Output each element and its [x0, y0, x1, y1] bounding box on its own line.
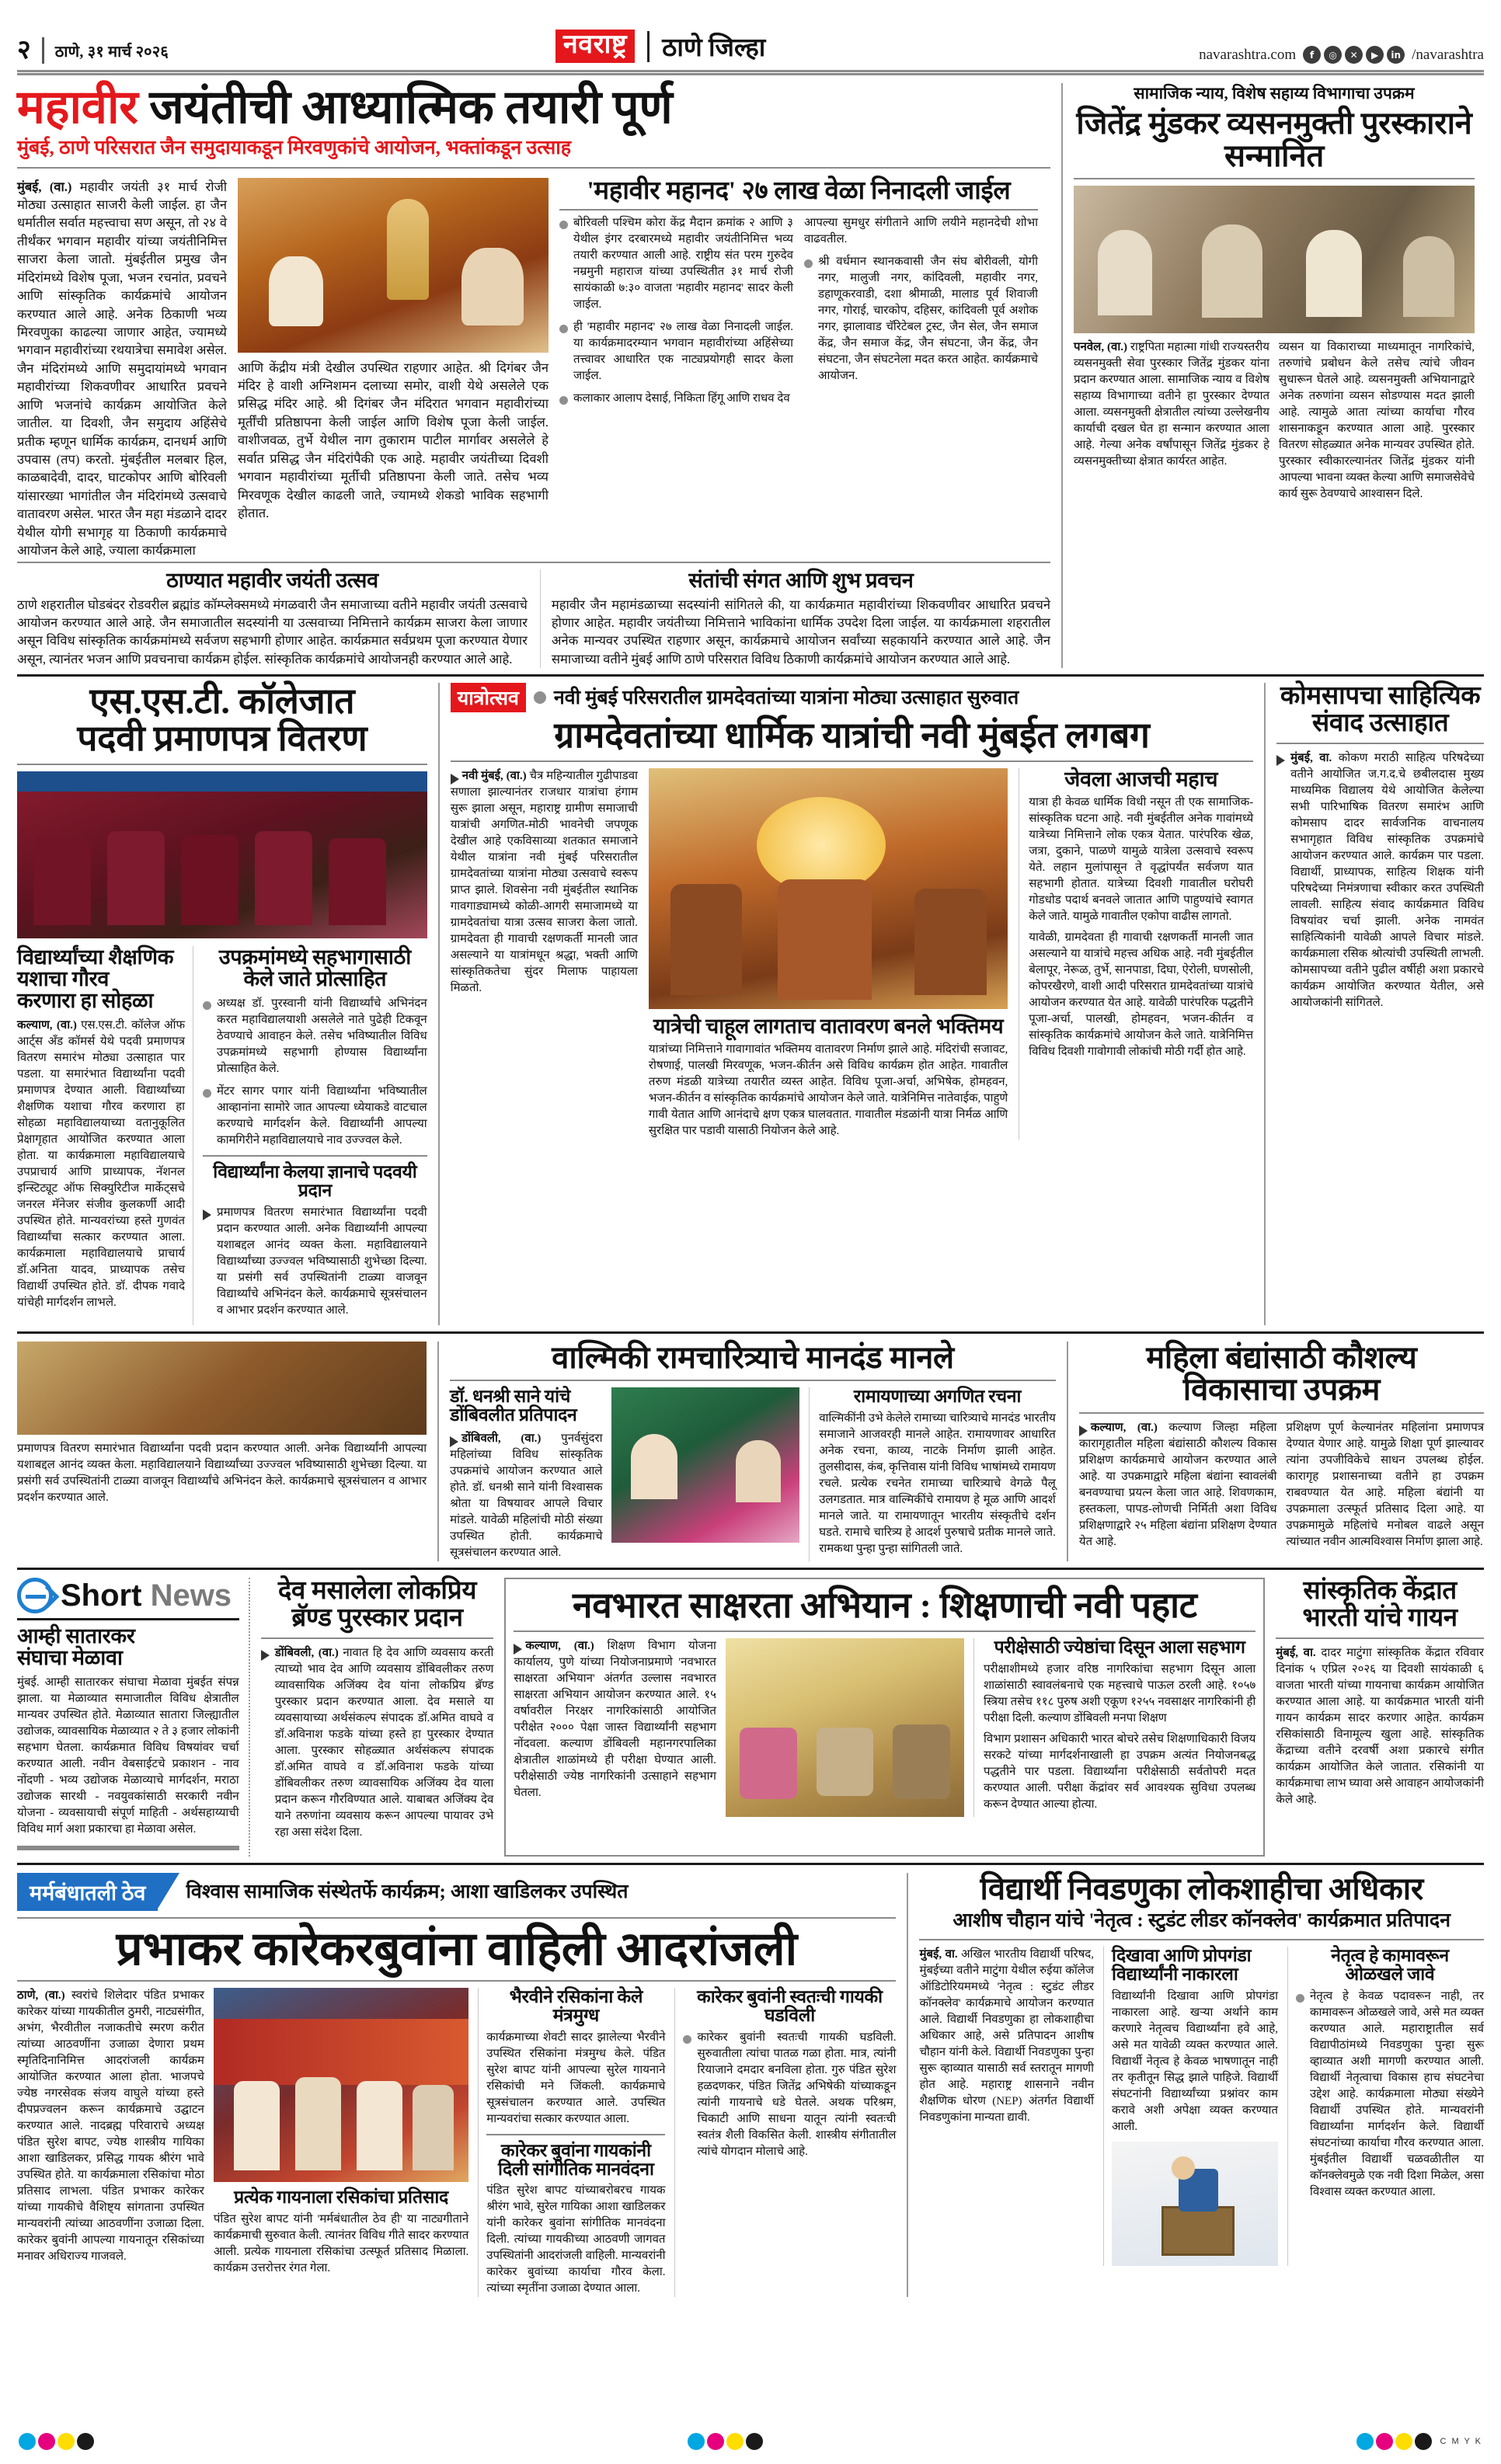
- lead-dateline: मुंबई, (वा.): [17, 179, 72, 194]
- x-twitter-icon[interactable]: ✕: [1345, 46, 1363, 64]
- election-mid-title-2: विद्यार्थ्यांनी नाकारला: [1112, 1965, 1238, 1985]
- article-mahavir-jayanti: [17, 83, 1050, 668]
- election-mid-title-1: दिखावा आणि प्रोपगंडा: [1112, 1946, 1252, 1966]
- lead-headline: [17, 83, 1050, 131]
- magenta-swatch: [707, 2433, 724, 2450]
- lead-col2-text: आणि केंद्रीय मंत्री देखील उपस्थित राहणार आहेत. श्री दिगंबर जैन मंदिर हे वाशी अग्निशमन दलाच्या समोर, वाशी येथे असलेले एक प्रसिद्ध मंदिर आहे. श्री दिगंबर जैन मंदिरात भगवान महावीरांच्या मूर्तींची प्रतिष्ठापना केली जाईल आणि विशेष पूजा केली जाईल. वाशीजवळ, तुर्भे येथील नाग तुकाराम पाटील मार्गावर असलेले हे सर्वात प्रसिद्ध जैन मंदिरांपैकी एक आहे. महावीर जयंतीच्या दिवशी भगवान महावीरांच्या मूर्तीची प्रतिष्ठापना केली जाते. तसेच भव्य मिरवणूक देखील काढली जाते, ज्यामध्ये शेकडो भाविक सहभागी होतात.: [238, 360, 549, 521]
- ballot-box-illustration: [1112, 2142, 1278, 2266]
- triangle-bullet-icon: [451, 774, 459, 785]
- logo-separator: [647, 31, 650, 62]
- mahila-col1: कल्याण जिल्हा महिला कारागृहातील महिला बंद्यांसाठी कौशल्य विकास प्रशिक्षण कार्यक्रमाचे आयोजन करण्यात आले आहे. या उपक्रमाद्वारे महिला बंद्यांना स्वावलंबी बनवण्याचा प्रयत्न केला जात आहे. शिवणकाम, हस्तकला, पापड-लोणची निर्मिती अशा विविध प्रशिक्षणाद्वारे २५ महिला बंद्यांना प्रशिक्षण देण्यात येत आहे.: [1078, 1422, 1277, 1549]
- graduation-group-photo: [17, 771, 427, 938]
- masthead-right: [1199, 46, 1484, 64]
- memorial-box4-title: कारेकर बुवांनी स्वतःची गायकी घडविली: [697, 1986, 883, 2025]
- masthead-divider: [42, 37, 44, 64]
- memorial-event-photo: [214, 1988, 468, 2182]
- memorial-headline: प्रभाकर कारेकरबुवांना वाहिली आदरांजली: [116, 1923, 797, 1975]
- literacy-col1: शिक्षण विभाग योजना कार्यालय, पुणे यांच्या नियोजनाप्रमाणे 'नवभारत साक्षरता अभियान' अंतर्गत उल्लास नवभारत साक्षरता अभियान आयोजन करण्यात आले. १५ वर्षावरील निरक्षर नागरिकांसाठी आयोजित परीक्षेत २००० पेक्षा जास्त विद्यार्थ्यांनी सहभाग नोंदवला. कल्याण डोंबिवली महानगरपालिका क्षेत्रातील शाळांमध्ये ही परीक्षा घेण्यात आली. परीक्षेसाठी ज्येष्ठ नागरिकांनी उत्साहाने सहभाग घेतला.: [514, 1640, 716, 1800]
- triangle-bullet-icon: [450, 1436, 458, 1447]
- komsap-headline-2: संवाद उत्साहात: [1311, 708, 1449, 737]
- instagram-icon[interactable]: ◎: [1324, 46, 1342, 64]
- sst-subhead-2: यशाचा गौरव: [17, 967, 110, 990]
- list-item: श्री वर्धमान स्थानकवासी जैन संघ बोरीवली, योगी नगर, मालुजी नगर, कांदिवली, महावीर नगर, डहाणूकरवाडी, दशा श्रीमाळी, मालाड पूर्व शिवाजी नगर, गोराई, चारकोप, दहिसर, कांदिवली पूर्व अशोक नगर, झालावाड चॅरिटेबल ट्रस्ट, जैन सेल, जैन समाज केंद्र, जैन समाज केंद्र, जैन संघटना, जैन केंद्र, जैन संघटना, जैन संघटनेला मदत करत आहेत. कार्यक्रमाचे आयोजन.: [804, 254, 1038, 385]
- bullet-dot-icon: [1296, 1994, 1304, 2003]
- black-swatch: [77, 2433, 94, 2450]
- bullet-dot-icon: [203, 1001, 211, 1010]
- sst-body: एस.एस.टी. कॉलेज ऑफ आर्ट्स अँड कॉमर्स येथे पदवी प्रमाणपत्र वितरण समारंभ मोठ्या उत्साहात पार पडला. या समारंभात विद्यार्थ्यांना पदवी प्रमाणपत्र देण्यात आली. विद्यार्थ्यांच्या शैक्षणिक यशाचा गौरव करणारा हा सोहळा महाविद्यालयाच्या वतानुकूलित प्रेक्षागृहात आयोजित करण्यात आला होता. या कार्यक्रमाला महाविद्यालयाचे उपप्राचार्य आणि प्राध्यापक, नॅशनल इन्स्टिट्यूट ऑफ सिक्युरिटीज मार्केट्सचे जनरल मॅनेजर संजीव कुलकर्णी आदी उपस्थित होते. मान्यवरांच्या हस्ते गुणवंत विद्यार्थ्यांचा सत्कार करण्यात आला. कार्यक्रमाला महाविद्यालयाचे प्राचार्य डॉ.अनिता यादव, प्राध्यापक तसेच विद्यार्थी उपस्थित होते. डॉ. दीपक गवादे यांचेही मार्गदर्शन लाभले.: [17, 1019, 186, 1310]
- marmbandhatli-thev-tag: मर्मबंधातली ठेव: [17, 1873, 158, 1911]
- award-ceremony-photo: [1074, 186, 1475, 333]
- election-dateline: मुंबई, वा.: [919, 1948, 958, 1961]
- lead-col2: [238, 178, 549, 560]
- lead-box-title: 'महावीर महानद' २७ लाख वेळा निनादली जाईल: [587, 176, 1011, 205]
- triangle-bullet-icon: [514, 1644, 522, 1655]
- yellow-swatch: [726, 2433, 744, 2450]
- mahila-headline-2: विकासाचा उपक्रम: [1182, 1372, 1381, 1408]
- sanskrutik-dateline: मुंबई, वा.: [1276, 1646, 1316, 1659]
- valmiki-mid-title: रामायणाच्या अगणित रचना: [853, 1387, 1022, 1407]
- masthead: [17, 11, 1484, 67]
- election-right-title-2: ओळखले जावे: [1345, 1965, 1435, 1985]
- literacy-dateline: कल्याण, (वा.): [525, 1640, 594, 1653]
- arrow-circle-icon: [17, 1578, 53, 1613]
- bullet-dot-icon: [534, 691, 546, 704]
- cyan-swatch: [1356, 2433, 1374, 2450]
- sst-dateline: कल्याण, (वा.): [17, 1019, 77, 1032]
- memorial-box2-body: पंडित सुरेश बापट यांनी 'मर्मबंधातील ठेव ही' या नाट्यगीताने कार्यक्रमाची सुरुवात केली. त्यानंतर विविध गीते सादर करण्यात आली. प्रत्येक गायनाला रसिकांचा उत्स्फूर्त प्रतिसाद मिळाला. कार्यक्रम उत्तरोत्तर रंगत गेला.: [213, 2212, 469, 2274]
- devmasala-dateline: डोंबिवली, (वा.): [274, 1646, 339, 1659]
- sub1-body: ठाणे शहरातील घोडबंदर रोडवरील ब्रह्मांड कॉम्प्लेक्समध्ये मंगळवारी जैन समाजाच्या वतीने महावीर जयंती उत्सवाचे आयोजन करण्यात आले आहे. जैन समाजातील सदस्यांनी या उत्सवाच्या निमित्ताने कार्यक्रम साजरा केला जाणार असून विविध सांस्कृतिक कार्यक्रमांमध्ये सर्वजण सहभागी होणार आहेत. कार्यक्रमात सर्वप्रथम पूजा करण्यात येणार असून, त्यानंतर भजन आणि प्रवचनाचा कार्यक्रम होईल. सांस्कृतिक कार्यक्रमांचे आयोजनही करण्यात आले आहे.: [17, 597, 528, 666]
- valmiki-col1: पुनर्वसुंदरा महिलांच्या विविध सांस्कृतिक उपक्रमांचे आयोजन करण्यात आले होते. डॉ. धनश्री साने यांनी विश्वासक श्रोता या विषयावर आपले विचार मांडले. यावेळी महिलांची मोठी संख्या उपस्थित होती. कार्यक्रमाचे सूत्रसंचालन करण्यात आले.: [450, 1432, 603, 1560]
- sanskrutik-headline-2: भारती यांचे गायन: [1302, 1603, 1457, 1632]
- article-yatra: [438, 683, 1266, 1325]
- yatra-col2: यावेळी, ग्रामदेवता ही गावाची रक्षणकर्ती मानली जात असल्याने या यात्रांचे महत्त्व अधिक आहे. नवी मुंबईतील बेलापूर, नेरूळ, तुर्भे, सानपाडा, दिघा, ऐरोली, घणसोली, कोपरखैरणे, वाशी आदी परिसरात ग्रामदेवतांच्या यात्रांचे आयोजन करण्यात येत आहे. यावेळी पारंपरिक पद्धतीने पूजा-अर्चा, पालखी, होमहवन, भजन-कीर्तन व सांस्कृतिक कार्यक्रमांचे आयोजन केले जाते. यात्रेनिमित्त विविध दिवशी गावोगावी लोकांची मोठी गर्दी होत आहे.: [1029, 931, 1254, 1059]
- mahavir-idol-photo: [238, 178, 549, 353]
- sst-headline-line2: पदवी प्रमाणपत्र वितरण: [77, 719, 367, 759]
- list-item: बोरिवली पश्चिम कोरा केंद्र मैदान क्रमांक २ आणि ३ येथील इंगर दरबारमध्ये महावीर जयंतीनिमित्त भव्य तयारी करण्यात आली आहे. राष्ट्रीय संत परम गुरुदेव नम्रमुनी महाराज यांच्या उपस्थितीत ३१ मार्च रोजी सायंकाळी ७:३० वाजता 'महावीर महानद' सादर केली जाईल.: [559, 215, 793, 313]
- yellow-swatch: [57, 2433, 75, 2450]
- article-mahila: [1067, 1339, 1484, 1561]
- bullet-dot-icon: [559, 221, 568, 229]
- lead-box: [559, 178, 1038, 560]
- website-url[interactable]: navarashtra.com: [1199, 46, 1297, 63]
- list-item: अध्यक्ष डॉ. पुरस्वानी यांनी विद्यार्थ्यांचे अभिनंदन करत महाविद्यालयाशी असलेले नाते पुढेही टिकवून ठेवण्याचे आवाहन केले. तसेच भविष्यातील विविध उपक्रमांमध्ये सहभागी होण्यास विद्यार्थ्यांना प्रोत्साहित केले.: [203, 996, 427, 1077]
- lead-box-col-right: [804, 215, 1038, 413]
- subarticle-thane-utsav: [17, 569, 528, 669]
- sub2-title: संतांची संगत आणि शुभ प्रवचन: [688, 568, 914, 592]
- dateline-edition: ठाणे, ३१ मार्च २०२६: [54, 43, 169, 61]
- memorial-box3-body: पंडित सुरेश बापट यांच्याबरोबरच गायक श्रीरंग भावे, सुरेल गायिका आशा खाडिलकर यांनी कारेकर बुवांना सांगीतिक मानवंदना दिली. त्यांच्या गायकीच्या आठवणी जागवत उपस्थितांनी आदरांजली वाहिली. मान्यवरांनी कारेकर बुवांच्या कार्याचा गौरव केला. त्यांच्या स्मृतींना उजाळा देण्यात आला.: [486, 2184, 666, 2295]
- linkedin-icon[interactable]: in: [1387, 46, 1405, 64]
- valmiki-dateline: डोंबिवली, (वा.): [461, 1432, 542, 1446]
- magenta-swatch: [1376, 2433, 1393, 2450]
- election-right-title-1: नेतृत्व हे कामावरून: [1331, 1946, 1449, 1966]
- lead-col1-text: महावीर जयंती ३१ मार्च रोजी मोठ्या उत्साहात साजरी केली जाईल. हा जैन धर्मातील सर्वात महत्त्वाचा सण असून, तो २४ वे तीर्थंकर भगवान महावीर यांच्या जयंतीनिमित्त साजरा केला जातो. मुंबईतील प्रमुख जैन मंदिरांमध्ये विशेष पूजा, भजन रचनांत, प्रवचने आणि सांस्कृतिक कार्यक्रमांचे आयोजन करण्यात आले आहे. अनेक ठिकाणी भव्य मिरवणुका काढल्या जाणार आहेत, ज्यामध्ये भगवान महावीरांच्या रथयात्रेचा समावेश असेल. जैन मंदिरांमध्ये आणि समुदायांमध्ये भगवान महावीरांच्या शिकवणीवर आधारित प्रवचने आणि भजनांचे कार्यक्रम आयोजित केले जातील. या दिवशी, जैन समुदाय अहिंसेचे प्रतीक म्हणून धार्मिक कार्यक्रम, दानधर्म आणि उपवास (तप) करतो. मुंबईतील मलबार हिल, काळबादेवी, दादर, घाटकोपर आणि बोरिवली यांसारख्या भागांतील जैन मंदिरांमध्ये उत्सवाचे वातावरण असेल. भारत जैन महा मंडळाने दादर येथील योगी सभागृह या ठिकाणी कार्यक्रमाचे आयोजन केले आहे, ज्याला कार्यक्रमाला: [17, 179, 228, 559]
- section3-filler-text: प्रमाणपत्र वितरण समारंभात विद्यार्थ्यांना पदवी प्रदान करण्यात आली. अनेक विद्यार्थ्यांनी आपल्या यशाबद्दल आनंद व्यक्त केला. महाविद्यालयाने विद्यार्थ्यांच्या उज्ज्वल भविष्यासाठी शुभेच्छा दिल्या. या प्रसंगी सर्व उपस्थितांनी टाळ्या वाजवून विद्यार्थ्यांचे अभिनंदन केले. कार्यक्रमाचे सूत्रसंचालन व आभार प्रदर्शन करण्यात आले.: [17, 1442, 427, 1504]
- mahila-dateline: कल्याण, (वा.): [1090, 1422, 1158, 1435]
- triangle-bullet-icon: [261, 1650, 270, 1661]
- yatra-col1: नवी मुंबई, (वा.) चैत्र महिन्यातील गुढीपाडवा सणाला झाल्यानंतर राजधार यात्रांचा हंगाम सुरू झाला असून, महाराष्ट्र ग्रामीण समाजाची यात्रांची अगणित-मोठी भावनेची जपणूक देखील आहे एकविसाव्या शतकात समाजाने येथील यात्रांना नवी मुंबई परिसरातील ग्रामदेवतांच्या यात्रांना मोठ्या उत्सवाचे स्वरूप प्राप्त झाले. शिवसेना नवी मुंबईतील स्थानिक गावगाड्यामध्ये कोळी-आगरी समाजामध्ये या ग्रामदेवतांचा यात्रा उत्सव साजरा केला जातो. ग्रामदेवता ही गावाची रक्षणकर्ती मानली जात असल्याने या यात्रांमधून श्रद्धा, भक्ती आणि सांस्कृतिकतेचा सुंदर मिलाफ पाहायला मिळतो.: [450, 770, 638, 995]
- swatch-group-left: [19, 2433, 94, 2450]
- literacy-col3: विभाग प्रशासन अधिकारी भारत बोचरे तसेच शिक्षणाधिकारी विजय सरकटे यांच्या मार्गदर्शनाखाली हा उपक्रम अत्यंत नियोजनबद्ध पद्धतीने पार पडला. विद्यार्थ्यांना परीक्षेसाठी सर्वतोपरी मदत करण्यात आली. परीक्षा केंद्रांवर सर्व आवश्यक सुविधा उपलब्ध करून देण्यात आल्या होत्या.: [984, 1733, 1256, 1811]
- lead-subhead: मुंबई, ठाणे परिसरात जैन समुदायाकडून मिरवणुकांचे आयोजन, भक्तांकडून उत्साह: [17, 137, 572, 159]
- youtube-icon[interactable]: ▶: [1366, 46, 1384, 64]
- swatch-group-right: [1356, 2433, 1432, 2450]
- bullet-dot-icon: [683, 2035, 691, 2044]
- award-kicker: सामाजिक न्याय, विशेष सहाय्य विभागाचा उपक्रम: [1134, 84, 1415, 103]
- award-headline: जितेंद्र मुंडकर व्यसनमुक्ती पुरस्काराने सन्मानित: [1076, 106, 1472, 173]
- election-right-body: नेतृत्व हे केवळ पदावरून नाही, तर कामावरून ओळखले जावे, असे मत व्यक्त करण्यात आले. महाराष्ट्रातील सर्व विद्यापीठांमध्ये निवडणुका पुन्हा सुरू व्हाव्यात अशी मागणी करण्यात आली. विद्यार्थी नेतृत्वाचा विकास हाच संघटनेचा उद्देश आहे. कार्यक्रमाला मोठ्या संख्येने विद्यार्थी उपस्थित होते. मान्यवरांनी विद्यार्थ्यांना मार्गदर्शन केले. विद्यार्थी संघटनांच्या कार्याचा गौरव करण्यात आला. मुंबईतील विद्यार्थी चळवळीतील या कॉनक्लेवमुळे एक नवी दिशा मिळेल, असा विश्वास व्यक्त करण्यात आला.: [1309, 1990, 1484, 2199]
- swatch-group-center: [688, 2433, 763, 2450]
- section3-spacer: [17, 1342, 427, 1561]
- sst-box2-title: विद्यार्थ्यांना केलया ज्ञानाचे पदवयी प्रदान: [213, 1162, 417, 1200]
- article-sanskrutik: [1276, 1578, 1484, 1857]
- literacy-mid-title: परीक्षेसाठी ज्येष्ठांचा दिसून आला सहभाग: [994, 1637, 1245, 1658]
- cmyk-label: C M Y K: [1440, 2437, 1482, 2446]
- literacy-headline: नवभारत साक्षरता अभियान : शिक्षणाची नवी पहाट: [573, 1585, 1197, 1626]
- magenta-swatch: [38, 2433, 55, 2450]
- literacy-mid-body: परीक्षाशीमध्ये हजार वरिष्ठ नागरिकांचा सहभाग दिसून आला शाळांसाठी स्वावलंबनाचे एक महत्त्वाचे पाऊल ठरली आहे. १०५७ स्त्रिया तसेच ११८ पुरुष अशी एकूण १२५५ नवसाक्षर नागरिकांनी ही परीक्षा दिली. कल्याण डोंबिवली मनपा शिक्षण: [984, 1663, 1256, 1725]
- mahila-col2: प्रशिक्षण पूर्ण केल्यानंतर महिलांना प्रमाणपत्र देण्यात येणार आहे. यामुळे शिक्षा पूर्ण झाल्यावर त्यांना उपजीविकेचे साधन उपलब्ध होईल. कारागृह प्रशासनाच्या वतीने हा उपक्रम राबवण्यात येत आहे. महिला बंद्यांनी या उपक्रमाला उत्स्फूर्त प्रतिसाद दिला आहे. या उपक्रमामुळे महिलांचे मनोबल वाढले असून त्यांच्यात नवीन आत्मविश्वास निर्माण झाला आहे.: [1286, 1422, 1484, 1549]
- sub1-title: ठाण्यात महावीर जयंती उत्सव: [166, 568, 378, 592]
- yatra-dateline: नवी मुंबई, (वा.): [461, 770, 527, 783]
- memorial-box4-body: कारेकर बुवांनी स्वतःची गायकी घडविली. सुरुवातीला त्यांचा पातळ गळा होता. मात्र, त्यांनी रियाजाने दमदार बनविला होता. गुरु पंडित सुरेश हळदणकर, पंडित जितेंद्र अभिषेकी यांच्याकडून त्यांनी गायनाचे धडे घेतले. अथक परिश्रम, चिकाटी आणि साधना यातून त्यांनी स्वतःची स्वतंत्र शैली विकसित केली. शास्त्रीय संगीतातील त्यांचे योगदान मोलाचे आहे.: [697, 2031, 897, 2158]
- article-memorial: [17, 1873, 896, 2297]
- election-mid-body: विद्यार्थ्यांनी दिखावा आणि प्रोपगंडा नाकारला आहे. खऱ्या अर्थाने काम करणारे नेतृत्वच विद्यार्थ्यांना हवे आहे, असे मत यावेळी व्यक्त करण्यात आले. विद्यार्थी नेतृत्व हे केवळ भाषणातून नाही तर कृतीतून सिद्ध झाले पाहिजे. विद्यार्थी संघटनांनी विद्यार्थ्यांच्या प्रश्नांवर काम करावे अशी अपेक्षा व्यक्त करण्यात आली.: [1112, 1990, 1278, 2134]
- article-award: [1061, 83, 1475, 668]
- memorial-box1-title: भैरवीने रसिकांना केले मंत्रमुग्ध: [509, 1986, 643, 2025]
- sanskrutik-body: दादर माटुंगा सांस्कृतिक केंद्रात रविवार दिनांक ५ एप्रिल २०२६ या दिवशी सायंकाळी ६ वाजता भारती यांच्या गायनाचा कार्यक्रम आयोजित करण्यात आला आहे. या कार्यक्रमात भारती यांनी गायन कार्यक्रम सादर करणार आहेत. कार्यक्रम रसिकांसाठी विनामूल्य खुला आहे. सांस्कृतिक केंद्राच्या वतीने दरवर्षी अशा प्रकारचे संगीत कार्यक्रम आयोजित केले जातात. रसिकांनी या कार्यक्रमाचा लाभ घ्यावा असे आवाहन आयोजकांनी केले आहे.: [1276, 1646, 1484, 1806]
- cyan-swatch: [19, 2433, 36, 2450]
- page-number: २: [17, 36, 31, 64]
- list-item: [1296, 1989, 1484, 2201]
- memorial-col1: स्वरांचे शिलेदार पंडित प्रभाकर कारेकर यांच्या गायकीतील ठुमरी, नाट्यसंगीत, अभंग, भैरवीतील नजाकतीचे स्मरण करीत त्यांच्या आठवणींना उजाळा देणारा प्रथम स्मृतिदिनानिमित्त आदरांजली कार्यक्रम आयोजित करण्यात आला होता. भाजपचे ज्येष्ठ नगरसेवक संजय वाघुले यांच्या हस्ते दीपप्रज्वलन करून कार्यक्रमाचे उद्घाटन करण्यात आले. नादब्रह्म परिवाराचे अध्यक्ष पंडित सुरेश बापट, ज्येष्ठ शास्त्रीय गायिका आशा खाडिलकर, प्रसिद्ध गायक श्रीरंग भावे उपस्थित होते. या कार्यक्रमाला रसिकांचा मोठा प्रतिसाद लाभला. पंडित प्रभाकर कारेकर यांच्या गायकीचे वैशिष्ट्य सांगताना उपस्थित मान्यवरांनी त्यांच्या आठवणींना उजाळा दिला. कारेकर बुवांनी आपल्या गायनातून रसिकांच्या मनावर अधिराज्य गाजवले.: [17, 1989, 204, 2263]
- devmasala-body: नावात हि देव आणि व्यवसाय करती त्याच्यो भाव देव आणि व्यवसाय डोंबिवलीकर तरुण व्यावसायिक अजिंक्य देव यांना लोकप्रिय ब्रॅण्ड पुरस्कार प्रदान करण्यात आला. देव मसाले या व्यवसायाच्या अर्थसंकल्प संपादक डॉ.अमित वाघवे व डॉ.अविनाश फडके यांच्या हस्ते हा पुरस्कार देण्यात आला. पुरस्कार सोहळ्यात अर्थसंकल्प संपादक डॉ.अमित वाघवे व डॉ.अविनाश फडके यांच्या डोंबिवलीकर तरुण व्यावसायिक अजिंक्य देव याला प्रदान करून गौरविण्यात आले. याबाबत अजिंक्य देव याने तरुणांना व्यवसाय करून आपल्या पायावर उभे रहा असा संदेश दिला.: [274, 1646, 494, 1839]
- bullet-dot-icon: [203, 1089, 211, 1098]
- valmiki-sub-2: डोंबिवलीत प्रतिपादन: [450, 1405, 577, 1425]
- short-news-header: [17, 1578, 239, 1613]
- memorial-box2-title: प्रत्येक गायनाला रसिकांचा प्रतिसाद: [234, 2187, 448, 2207]
- lead-col1: [17, 178, 227, 560]
- article-valmiki: [437, 1339, 1056, 1561]
- memorial-box1-body: कार्यक्रमाच्या शेवटी सादर झालेल्या भैरवीने उपस्थित रसिकांना मंत्रमुग्ध केले. पंडित सुरेश बापट यांनी आपल्या सुरेल गायनाने रसिकांची मने जिंकली. कार्यक्रमाचे सूत्रसंचालन करण्यात आले. उपस्थित मान्यवरांचा सत्कार करण्यात आला.: [486, 2031, 666, 2125]
- social-icons: [1303, 46, 1405, 64]
- lead-headline-red: महावीर: [17, 82, 138, 133]
- brand-logo: नवराष्ट्र: [555, 30, 635, 63]
- cyan-swatch: [688, 2433, 705, 2450]
- valmiki-sub-1: डॉ. धनश्री साने यांचे: [450, 1387, 571, 1407]
- yatra-procession-photo: [649, 768, 1008, 1009]
- masthead-logo: [555, 29, 766, 64]
- award-col1: पनवेल, (वा.) राष्ट्रपिता महात्मा गांधी राज्यस्तरीय व्यसनमुक्ती सेवा पुरस्कार जितेंद्र मुंडकर यांना प्रदान करण्यात आला. सामाजिक न्याय व विशेष सहाय्य विभागाच्या वतीने हा पुरस्कार देण्यात आला. व्यसनमुक्ती क्षेत्रातील त्यांच्या उल्लेखनीय कार्याची दखल घेत हा सन्मान करण्यात आला आहे. गेल्या अनेक वर्षांपासून जितेंद्र मुंडकर हे व्यसनमुक्तीच्या क्षेत्रात कार्यरत आहेत.: [1074, 341, 1269, 468]
- memorial-box3-title: कारेकर बुवांना गायकांनी दिली सांगीतिक मानवंदना: [498, 2140, 654, 2179]
- bullet-dot-icon: [559, 396, 568, 405]
- masthead-left: [17, 37, 169, 64]
- komsap-dateline: मुंबई, वा.: [1290, 751, 1332, 764]
- article-komsap: [1276, 683, 1484, 1325]
- award-dateline: पनवेल, (वा.): [1074, 341, 1127, 354]
- yatra-sub-title: जेवला आजची महाच: [1064, 767, 1218, 792]
- article-dev-masala: [261, 1578, 494, 1857]
- list-item: [683, 2030, 896, 2160]
- sst-subhead-3: करणारा हा सोहळा: [17, 989, 154, 1013]
- shortnews-item-title-2: संघाचा मेळावा: [17, 1646, 123, 1670]
- yatra-sub-body: यात्रा ही केवळ धार्मिक विधी नसून ती एक सामाजिक-सांस्कृतिक घटना आहे. नवी मुंबईतील अनेक गावांमध्ये यात्रेच्या निमित्ताने लोक एकत्र येतात. पारंपरिक खेळ, जत्रा, दुकाने, पाळणे यामुळे यात्रेला उत्सवाचे स्वरूप येते. लहान मुलांपासून ते वृद्धांपर्यंत सर्वजण यात सहभागी होतात. यात्रेच्या दिवशी गावातील घरोघरी गोडधोड पदार्थ बनवले जातात आणि पाहुण्यांचे स्वागत केले जाते. यामुळे गावातील एकोपा वाढीस लागतो.: [1029, 796, 1254, 924]
- yatrotsav-tag: यात्रोत्सव: [451, 683, 526, 712]
- devmasala-headline-2: ब्रॅण्ड पुरस्कार प्रदान: [291, 1603, 463, 1632]
- yatra-box-title: यात्रेची चाहूल लागताच वातावरण बनले भक्तिमय: [653, 1014, 1004, 1039]
- valmiki-headline: वाल्मिकी रामचारित्र्याचे मानदंड मानले: [552, 1339, 954, 1375]
- yellow-swatch: [1395, 2433, 1412, 2450]
- sanskrutik-headline-1: सांस्कृतिक केंद्रात: [1303, 1577, 1457, 1606]
- social-handle: /navarashtra: [1412, 46, 1484, 63]
- lead-headline-rest: जयंतीची आध्यात्मिक तयारी पूर्ण: [149, 82, 673, 133]
- devmasala-headline-1: देव मसालेला लोकप्रिय: [277, 1577, 477, 1606]
- sst-headline-line1: एस.एस.टी. कॉलेजात: [89, 681, 355, 722]
- triangle-bullet-icon: [203, 1209, 211, 1220]
- list-item: प्रमाणपत्र वितरण समारंभात विद्यार्थ्यांना पदवी प्रदान करण्यात आली. अनेक विद्यार्थ्यांनी आपल्या यशाबद्दल आनंद व्यक्त केला. महाविद्यालयाने विद्यार्थ्यांच्या उज्ज्वल भविष्यासाठी शुभेच्छा दिल्या. या प्रसंगी सर्व उपस्थितांनी टाळ्या वाजवून विद्यार्थ्यांचे अभिनंदन केले. कार्यक्रमाचे सूत्रसंचालन व आभार प्रदर्शन करण्यात आले.: [203, 1205, 427, 1319]
- valmiki-event-photo: [611, 1387, 799, 1543]
- literacy-exam-photo: [726, 1638, 964, 1817]
- list-item: [261, 1645, 494, 1841]
- yatra-secondary-photo: [17, 1342, 427, 1435]
- list-item: [1276, 750, 1484, 1011]
- election-kicker: आशीष चौहान यांचे 'नेतृत्व : स्टुडंट लीडर कॉनक्लेव' कार्यक्रमात प्रतिपादन: [952, 1910, 1451, 1932]
- section-lead: [17, 83, 1484, 668]
- list-item: ही 'महावीर महानद' २७ लाख वेळा निनादली जाईल. या कार्यक्रमादरम्यान भगवान महावीरांच्या अहिंसेच्या तत्त्वावर आधारित एक नाट्यप्रयोगही सादर केला जाईल.: [559, 319, 793, 385]
- triangle-bullet-icon: [1079, 1425, 1088, 1436]
- masthead-rule: [17, 70, 1484, 75]
- bullet-dot-icon: [559, 325, 568, 333]
- lead-col1-body: [17, 178, 227, 560]
- article-literacy: [504, 1578, 1265, 1857]
- short-news-block: [17, 1578, 250, 1857]
- election-col1: अखिल भारतीय विद्यार्थी परिषद, मुंबईच्या वतीने माटुंगा येथील रुईया कॉलेज ऑडिटोरियममध्ये 'नेतृत्व : स्टुडंट लीडर कॉनक्लेव' कार्यक्रमाचे आयोजन करण्यात आले. विद्यार्थी निवडणुका हा लोकशाहीचा अधिकार आहे, असे प्रतिपादन आशीष चौहान यांनी केले. विद्यार्थी निवडणुका पुन्हा सुरू व्हाव्यात यासाठी सर्व स्तरातून मागणी होत आहे. महाराष्ट्र शासनाने नवीन शैक्षणिक धोरण (NEP) अंतर्गत विद्यार्थी निवडणुकांना मान्यता द्यावी.: [919, 1948, 1095, 2125]
- shortnews-item-title-1: आम्ही सातारकर: [17, 1624, 135, 1648]
- memorial-dateline: ठाणे, (वा.): [17, 1989, 65, 2002]
- short-news-label-grey: News: [150, 1578, 232, 1613]
- sub2-body: महावीर जैन महामंडळाच्या सदस्यांनी सांगितले की, या कार्यक्रमात महावीरांच्या शिकवणीवर आधारित प्रवचने होणार आहेत. महावीर जयंतीच्या निमित्ताने भाविकांना धार्मिक उपदेश दिला जाईल. या कार्यक्रमाला शहरातील अनेक मान्यवर उपस्थित राहणार असून, कार्यक्रमाचे आयोजन सर्वांच्या सहकार्याने करण्यात आले आहे. जैन समाजाच्या वतीने मुंबई आणि ठाणे परिसरात विविध ठिकाणी कार्यक्रमांचे आयोजन करण्यात आले आहे.: [551, 597, 1050, 666]
- section-two: [17, 683, 1484, 1325]
- shortnews-item-body: मुंबई. आम्ही सातारकर संघाचा मेळावा मुंबईत संपन्न झाला. या मेळाव्यात समाजातील विविध क्षेत्रातील मान्यवर उपस्थित होते. मेळाव्यात सातारा जिल्ह्यातील उद्योजक, व्यावसायिक मेळाव्यात २ ते ३ हजार लोकांनी सहभाग घेतला. कार्यक्रमात विविध विषयांवर चर्चा करण्यात आली. नवीन वेबसाईटचे प्रकाशन - नाव नोंदणी - भव्य उद्योजक मेळाव्याचे मार्गदर्शन, मराठा उद्योजक सारथी - नवयुवकांसाठी सरकारी नवीन योजना - व्यवसायाची संपूर्ण माहिती - अर्थसहाय्याची विविध मार्ग अशा प्रकारचा हा मेळावा असेल.: [17, 1676, 239, 1836]
- yatra-headline: ग्रामदेवतांच्या धार्मिक यात्रांची नवी मुंबईत लगबग: [554, 715, 1150, 756]
- yatra-kicker: नवी मुंबई परिसरातील ग्रामदेवतांच्या यात्रांना मोठ्या उत्साहात सुरुवात: [553, 687, 1019, 708]
- sst-subhead-1: विद्यार्थ्यांच्या शैक्षणिक: [17, 945, 174, 969]
- yatra-box-body: यात्रांच्या निमित्ताने गावागावांत भक्तिमय वातावरण निर्माण झाले आहे. मंदिरांची सजावट, रोषणाई, पालखी मिरवणूक, भजन-कीर्तन असे विविध कार्यक्रम होत आहेत. गावातील तरुण मंडळी यात्रेच्या तयारीत व्यस्त आहेत. विविध पूजा-अर्चा, अभिषेक, होमहवन, भजन-कीर्तन व सांस्कृतिक कार्यक्रमांचे आयोजन केले जाते. यात्रेनिमित्त नातेवाईक, पाहुणे गावी येतात आणि आनंदाचे क्षण एकत्र घालवतात. गावातील मंडळांनी यात्रा निर्मळ आणि सुरक्षित पार पडावी यासाठी नियोजन केले आहे.: [648, 1043, 1008, 1138]
- section-four: [17, 1578, 1484, 1857]
- komsap-headline-1: कोमसापचा साहित्यिक: [1280, 682, 1481, 711]
- triangle-bullet-icon: [1276, 755, 1285, 766]
- bullet-dot-icon: [804, 259, 813, 268]
- facebook-icon[interactable]: f: [1303, 46, 1321, 64]
- subarticle-santanchi-sangat: [540, 569, 1050, 669]
- black-swatch: [746, 2433, 763, 2450]
- section-three: [17, 1339, 1484, 1561]
- color-registration-bar: [0, 2433, 1501, 2450]
- short-news-label-bold: Short: [61, 1578, 142, 1613]
- list-item: कलाकार आलाप देसाई, निकिता हिंगू आणि राधव देव: [559, 391, 793, 407]
- valmiki-mid-body: वाल्मिकींनी उभे केलेले रामाच्या चारित्र्याचे मानदंड भारतीय समाजाने आजवरही मानले आहेत. रामायणावर आधारित अनेक रचना, काव्य, नाटके निर्माण झाली आहेत. तुलसीदास, कंब, कृत्तिवास यांनी विविध भाषांमध्ये रामायण रचले. प्रत्येक रचनेत रामाच्या चारित्र्याचे वेगळे पैलू उलगडतात. मात्र वाल्मिकींचे रामायण हे मूळ आणि आदर्श मानले जाते. या रामायणातून भारतीय संस्कृतीचे दर्शन घडते. रामाचे चारित्र्य हे आदर्श पुरुषाचे प्रतीक मानले जाते. रामकथा पुन्हा पुन्हा सांगितली जाते.: [819, 1412, 1056, 1556]
- election-headline: विद्यार्थी निवडणुका लोकशाहीचा अधिकार: [980, 1871, 1423, 1907]
- article-student-election: [907, 1873, 1484, 2297]
- award-col2: व्यसन या विकाराच्या माध्यमातून नागरिकांचे, तरुणांचे प्रबोधन केले तसेच त्यांचे जीवन सुधारून घेतले आहे. व्यसनमुक्ती अभियानाद्वारे अनेक तरुणांना व्यसन सोडण्यास मदत झाली आहे. त्यामुळे आता त्यांच्या कार्याचा गौरव शासनाकडून करण्यात आला आहे. पुरस्कार वितरण सोहळ्यात अनेक मान्यवर उपस्थित होते. पुरस्कार स्वीकारल्यानंतर जितेंद्र मुंडकर यांनी आपल्या भावना व्यक्त केल्या आणि समाजसेवेचे कार्य सुरू ठेवण्याचे आश्वासन दिले.: [1279, 341, 1475, 501]
- lead-box-col-left: [559, 215, 793, 413]
- mahila-headline-1: महिला बंद्यांसाठी कौशल्य: [1146, 1339, 1417, 1375]
- list-item: मेंटर सागर पगार यांनी विद्यार्थ्यांना भविष्यातील आव्हानांना सामोरे जात आपल्या ध्येयाकडे वाटचाल करण्याचे मार्गदर्शन केले. विद्यार्थ्यांनी आपल्या कामगिरीने महाविद्यालयाचे नाव उज्ज्वल केले.: [203, 1084, 427, 1149]
- article-sst-college: [17, 683, 427, 1325]
- memorial-kicker: विश्वास सामाजिक संस्थेतर्फे कार्यक्रम; आशा खाडिलकर उपस्थित: [186, 1881, 629, 1903]
- komsap-body: कोकण मराठी साहित्य परिषदेच्या वतीने आयोजित ज.ग.द.चे छबीलदास मुख्य माध्यमिक विद्यालय येथे आयोजित केलेल्या सभी पारिभाषिक वितरण समारंभ आणि कोमसाप दादर सार्वजनिक वाचनालय सभागृहात विविध सांस्कृतिक उपक्रमांचे आयोजन करण्यात आले. कार्यक्रम पार पडला. विद्यार्थी, प्राध्यापक, साहित्य शिक्षक यांनी परिषदेच्या निमंत्रणाचा स्वीकार करत उपस्थिती लावली. साहित्य संवाद कार्यक्रमात विविध विषयांवर चर्चा झाली. अनेक नामवंत साहित्यिकांनी यावेळी आपले विचार मांडले. कार्यक्रमाला रसिक श्रोत्यांची उपस्थिती लाभली. कोमसापच्या वतीने पुढील वर्षीही अशा प्रकारचे कार्यक्रम आयोजित करण्यात येतील, असे आयोजकांनी सांगितले.: [1290, 751, 1484, 1009]
- edition-name: ठाणे जिल्हा: [662, 34, 766, 62]
- section-five: [17, 1873, 1484, 2297]
- list-item: आपल्या सुमधुर संगीताने आणि लयीने महानदेची शोभा वाढवतील.: [804, 216, 1038, 245]
- sst-box-title: उपक्रमांमध्ये सहभागासाठी केले जाते प्रोत्साहित: [218, 945, 411, 990]
- black-swatch: [1415, 2433, 1432, 2450]
